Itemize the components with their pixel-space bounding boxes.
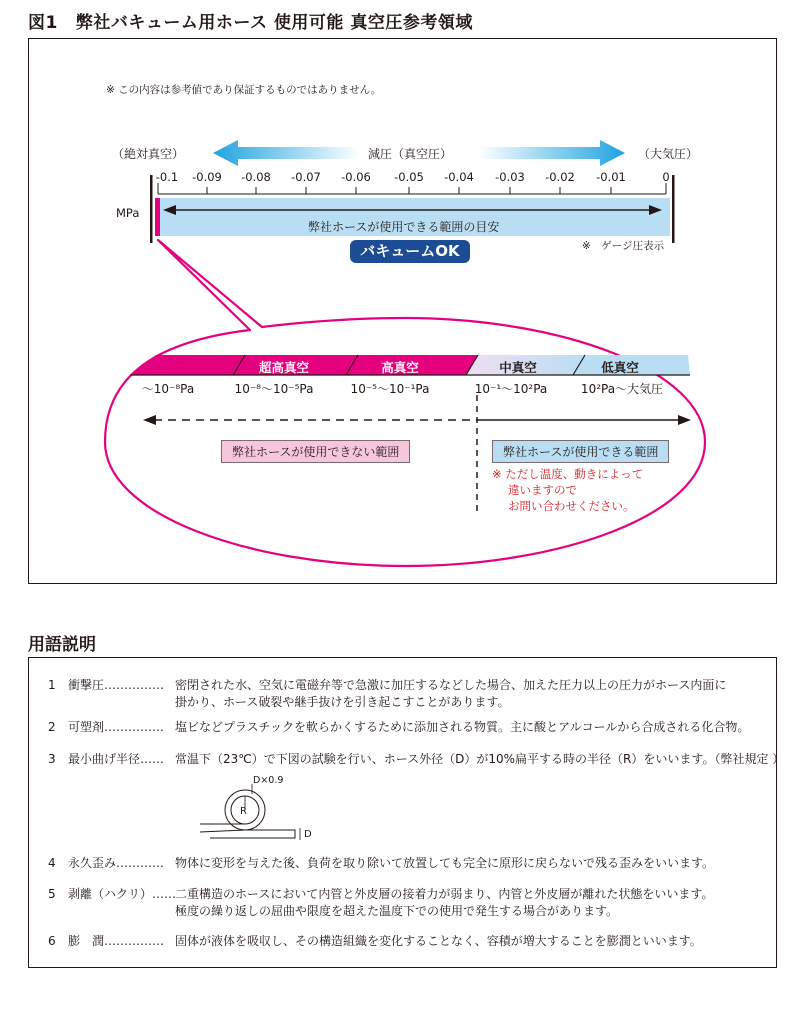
usable-range-bar-text: 弊社ホースが使用できる範囲の目安 — [308, 220, 500, 234]
tick-label: -0.09 — [192, 170, 222, 184]
glossary-definition — [175, 886, 713, 920]
definition-line: 二重構造のホースにおいて内管と外皮層の接着力が弱まり、内管と外皮層が離れた状態をいいます。 — [175, 887, 714, 901]
term-leader: …………… — [104, 678, 165, 692]
term-name: 永久歪み — [68, 856, 117, 870]
tick-label: -0.03 — [495, 170, 525, 184]
usable-range-label: 弊社ホースが使用できる範囲 — [492, 440, 669, 463]
glossary-definition — [175, 677, 726, 711]
callout-bubble — [105, 240, 705, 566]
left-post — [150, 175, 153, 243]
decompression-label: 減圧（真空圧） — [368, 147, 453, 161]
tick-label: -0.05 — [394, 170, 424, 184]
tick-label: -0.01 — [596, 170, 626, 184]
vacuum-ok-badge: バキュームOK — [350, 240, 470, 263]
term-leader: …………… — [104, 934, 165, 948]
term-name: 可塑剤 — [68, 720, 105, 734]
caution-line: ※ ただし温度、動きによって — [492, 467, 644, 481]
band-high-vacuum: 高真空 — [381, 360, 419, 375]
band-ultra-high-vacuum: 超高真空 — [258, 360, 310, 375]
unit-label: MPa — [116, 206, 140, 220]
tick-label: -0.1 — [155, 170, 179, 184]
range-label: 〜10⁻⁸Pa — [141, 382, 195, 396]
caution-note — [492, 466, 643, 514]
tick-label: 0 — [662, 170, 670, 184]
tick-label: -0.04 — [444, 170, 474, 184]
glossary-term — [68, 933, 164, 950]
definition-line: 固体が液体を吸収し、その構造組織を変化することなく、容積が増大することを膨潤といいます。 — [175, 934, 702, 948]
glossary-number: 6 — [48, 934, 56, 948]
bend-dx-label: D×0.9 — [253, 775, 284, 786]
glossary-number: 3 — [48, 752, 56, 766]
caution-line: 違いますので — [508, 483, 577, 497]
unusable-range-label: 弊社ホースが使用できない範囲 — [221, 440, 410, 463]
disclaimer-text: ※ この内容は参考値であり保証するものではありません。 — [106, 84, 382, 96]
bend-d-label: D — [304, 829, 312, 840]
definition-line: 常温下（23℃）で下図の試験を行い、ホース外径（D）が10%扁平する時の半径（R）をいいます。（弊社規定 ） — [175, 752, 785, 766]
decompression-arrow-left — [213, 140, 360, 166]
glossary-definition — [175, 719, 749, 736]
definition-line: 極度の繰り返しの屈曲や限度を超えた温度下での使用で発生する場合があります。 — [175, 904, 619, 918]
glossary-number: 1 — [48, 678, 56, 692]
glossary-definition — [175, 933, 702, 950]
absolute-vacuum-label: （絶対真空） — [112, 147, 185, 161]
glossary-term — [68, 855, 164, 872]
axis-ticks — [158, 183, 666, 194]
term-name: 最小曲げ半径 — [68, 752, 141, 766]
glossary-number: 5 — [48, 887, 56, 901]
range-label: 10²Pa〜大気圧 — [580, 382, 664, 396]
tick-label: -0.08 — [241, 170, 271, 184]
glossary-term — [68, 751, 164, 768]
term-leader: …………… — [104, 720, 165, 734]
figure-number: 図1 — [28, 13, 58, 33]
tick-label: -0.02 — [545, 170, 575, 184]
glossary-term — [68, 886, 176, 903]
term-name: 膨 潤 — [68, 934, 105, 948]
definition-line: 掛かり、ホース破裂や継手抜けを引き起こすことがあります。 — [175, 695, 510, 709]
glossary-number: 2 — [48, 720, 56, 734]
glossary-term — [68, 677, 164, 694]
glossary-definition — [175, 855, 714, 872]
glossary-heading: 用語説明 — [28, 635, 96, 655]
tick-label: -0.06 — [341, 170, 371, 184]
term-leader: ………… — [116, 856, 165, 870]
term-leader: …… — [140, 752, 165, 766]
glossary-term — [68, 719, 164, 736]
band-low-vacuum: 低真空 — [601, 360, 639, 375]
right-post — [672, 175, 675, 243]
term-leader: …… — [152, 887, 177, 901]
term-name: 剥離（ハクリ） — [68, 887, 153, 901]
definition-line: 物体に変形を与えた後、負荷を取り除いて放置しても完全に原形に戻らないで残る歪みをいいます。 — [175, 856, 715, 870]
definition-line: 塩ビなどプラスチックを軟らかくするために添加される物質。主に酸とアルコールから合成される化合物。 — [175, 720, 750, 734]
caution-line: お問い合わせください。 — [508, 499, 635, 513]
absolute-vacuum-marker — [155, 198, 160, 236]
bend-r-label: R — [240, 806, 247, 817]
term-name: 衝撃圧 — [68, 678, 105, 692]
glossary-definition — [175, 751, 784, 768]
tick-label: -0.07 — [291, 170, 321, 184]
glossary-number: 4 — [48, 856, 56, 870]
range-label: 10⁻¹〜10²Pa — [474, 382, 548, 396]
definition-line: 密閉された水、空気に電磁弁等で急激に加圧するなどした場合、加えた圧力以上の圧力がホース内面に — [175, 678, 727, 692]
decompression-arrow-right — [478, 140, 625, 166]
range-label: 10⁻⁵〜10⁻¹Pa — [350, 382, 430, 396]
range-label: 10⁻⁸〜10⁻⁵Pa — [234, 382, 314, 396]
figure-title-text: 弊社バキューム用ホース 使用可能 真空圧参考領域 — [75, 13, 473, 33]
atmospheric-label: （大気圧） — [638, 147, 699, 161]
gauge-pressure-note: ※ ゲージ圧表示 — [582, 240, 665, 252]
band-medium-vacuum: 中真空 — [499, 360, 537, 375]
